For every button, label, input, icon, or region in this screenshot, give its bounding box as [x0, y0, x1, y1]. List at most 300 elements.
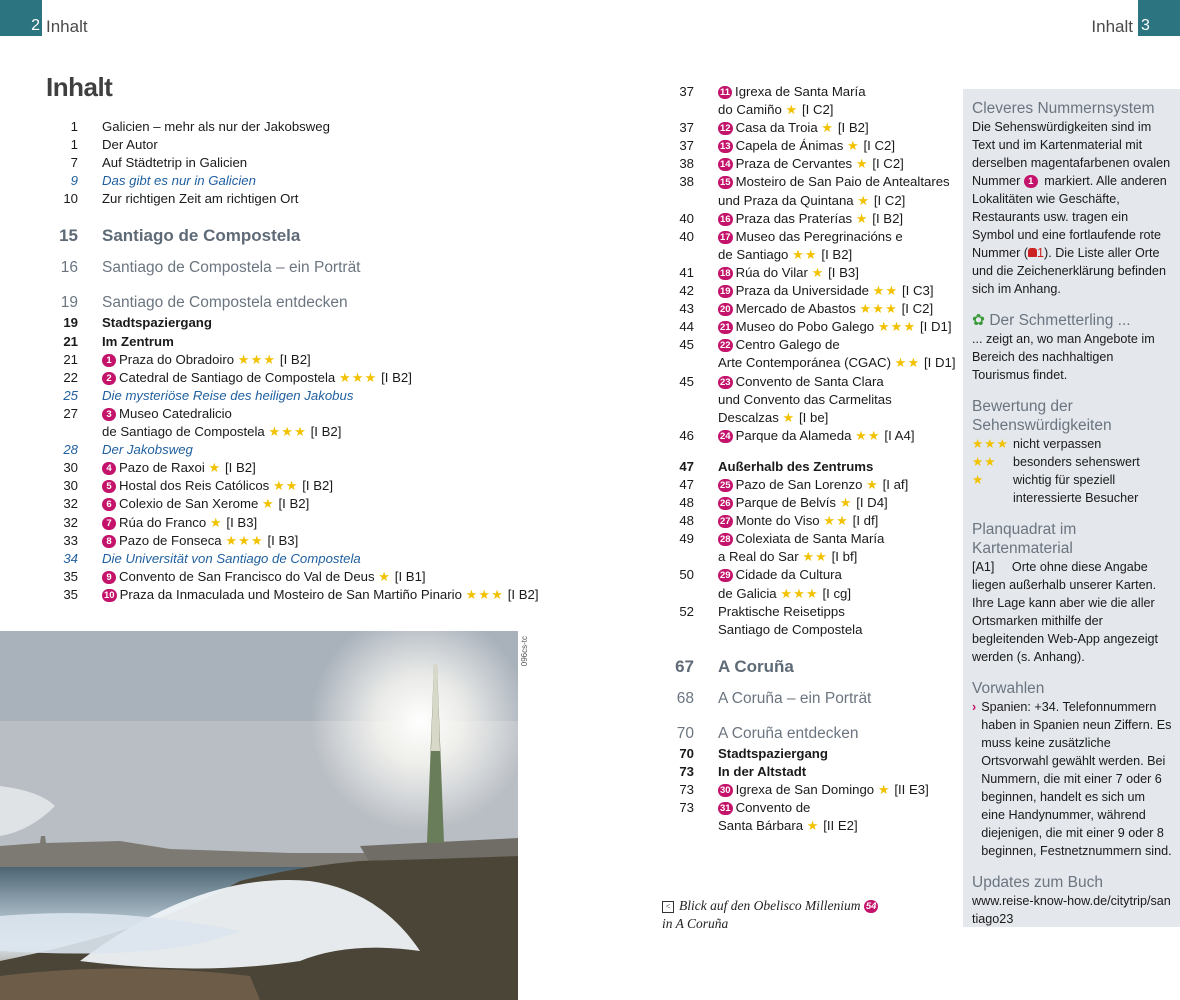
rating-row: [972, 435, 1172, 453]
star-rating-icons: ★: [839, 495, 853, 511]
grid-code: [A1]: [972, 560, 995, 574]
sight-number-badge: 18: [720, 267, 731, 279]
toc-entry[interactable]: [662, 745, 952, 763]
toc-page-number: 40: [679, 228, 694, 244]
toc-page-number: 1: [70, 119, 78, 134]
map-grid-reference: [II E3]: [894, 782, 929, 797]
map-grid-reference: [I D1]: [923, 355, 956, 371]
toc-page-number: 45: [679, 373, 694, 389]
sight-number-badge: 6: [102, 498, 116, 511]
toc-title-text: Santiago de Compostela: [102, 226, 301, 246]
toc-entry[interactable]: [46, 586, 546, 604]
toc-entry[interactable]: [662, 688, 952, 710]
toc-page-number: 50: [679, 567, 694, 583]
rating-legend: [972, 435, 1172, 507]
toc-entry[interactable]: [662, 228, 952, 264]
toc-page-number: 46: [679, 427, 694, 443]
sight-number-badge: 29: [720, 570, 731, 582]
star-rating-icons: ★: [208, 460, 222, 476]
butterfly-icon: ✿: [972, 312, 985, 329]
toc-page-number: 19: [60, 294, 78, 312]
toc-entry[interactable]: [662, 763, 952, 781]
toc-page-number: 9: [70, 173, 78, 189]
star-rating-icons: ★★: [792, 246, 818, 262]
toc-entry[interactable]: [46, 154, 546, 172]
toc-entry[interactable]: [662, 427, 952, 445]
toc-title-text: Rúa do Franco: [119, 514, 207, 530]
toc-page-number: 67: [675, 656, 694, 676]
grid-title: Planquadrat im Kartenmaterial: [972, 521, 1077, 557]
toc-title: [718, 763, 952, 781]
map-grid-reference: [I C2]: [801, 102, 834, 118]
map-grid-reference: [I B2]: [310, 424, 342, 440]
map-grid-reference: [I df]: [852, 513, 879, 529]
toc-entry[interactable]: [46, 550, 546, 568]
map-grid-reference: [I B1]: [394, 568, 426, 584]
toc-title-text: Praza do Obradoiro: [119, 351, 235, 367]
sight-number-badge: 1: [102, 354, 116, 367]
toc-title-continuation: de Galicia: [718, 585, 777, 601]
toc-entry[interactable]: [662, 494, 952, 512]
toc-title: [102, 441, 546, 459]
toc-page-number: 47: [679, 476, 694, 492]
star-rating-icons: ★: [261, 496, 275, 512]
spacer: [46, 279, 546, 292]
star-rating-icons: ★★★: [465, 586, 505, 602]
star-rating-icons: ★: [209, 514, 223, 530]
toc-title: [102, 495, 546, 513]
toc-page-number: 73: [679, 782, 694, 797]
rating-label: besonders sehenswert: [1013, 455, 1140, 469]
toc-entry[interactable]: [662, 300, 952, 318]
map-grid-reference: [I af]: [882, 476, 909, 492]
toc-title: [718, 512, 952, 530]
sight-number-badge: 28: [720, 534, 731, 546]
map-grid-reference: [I C2]: [863, 138, 896, 154]
toc-title: [102, 532, 546, 550]
map-grid-reference: [I B2]: [279, 351, 311, 367]
caption-line-1: Blick auf den Obelisco Millenium: [679, 898, 861, 913]
toc-entry[interactable]: [46, 477, 546, 495]
numbering-text: [972, 118, 1172, 298]
toc-page-number: 10: [63, 191, 78, 207]
toc-title-text: Parque da Alameda: [735, 427, 852, 443]
toc-title-text: Der Autor: [102, 137, 158, 153]
toc-page-number: 73: [679, 800, 694, 816]
toc-title: [102, 136, 546, 154]
toc-title-text: Santiago de Compostela – ein Porträt: [102, 259, 361, 277]
star-rating-icons: ★★★: [780, 585, 819, 601]
toc-title-text: Cidade da Cultura: [735, 567, 842, 583]
star-rating-icons: ★: [806, 818, 820, 834]
toc-title: [102, 387, 546, 405]
toc-entry[interactable]: [46, 568, 546, 586]
chevron-right-icon: ›: [972, 700, 977, 714]
numbering-text-3: ). Die Liste aller Orte und die Zeichenerklärung befinden sich im Anhang.: [972, 246, 1166, 296]
toc-title-text: Santiago de Compostela entdecken: [102, 294, 348, 312]
toc-title: [102, 292, 546, 314]
map-grid-reference: [I B2]: [507, 586, 539, 602]
star-rating-icons: ★: [877, 782, 891, 797]
numbering-title: Cleveres Nummernsystem: [972, 100, 1155, 117]
toc-entry[interactable]: [662, 137, 952, 155]
toc-title-text: Museo Catedralicio: [119, 405, 232, 421]
toc-page-number: 73: [679, 763, 694, 779]
toc-entry[interactable]: [662, 799, 952, 835]
toc-title: [718, 318, 952, 336]
toc-title-text: Colexio de San Xerome: [119, 496, 259, 512]
toc-title: [718, 781, 952, 799]
toc-title: [718, 530, 952, 566]
toc-entry[interactable]: [662, 603, 952, 639]
sight-number-badge: 5: [102, 480, 116, 493]
map-grid-reference: [I B3]: [226, 514, 258, 530]
toc-entry[interactable]: [662, 83, 952, 119]
page-title: Inhalt: [46, 72, 113, 102]
toc-title: [102, 586, 546, 604]
photo-illustration: [0, 631, 518, 1000]
toc-title-continuation: Santa Bárbara: [718, 818, 804, 834]
toc-page-number: 42: [679, 283, 694, 299]
toc-page-number: 38: [679, 174, 694, 190]
toc-entry[interactable]: [662, 173, 952, 209]
star-icons: ★: [972, 473, 985, 487]
toc-entry[interactable]: [46, 292, 546, 314]
foreground-rocks: [0, 969, 260, 1000]
toc-page-number: 44: [679, 319, 694, 335]
toc-page-number: 7: [70, 155, 78, 171]
sight-number-badge: 19: [720, 286, 731, 298]
butterfly-text: ... zeigt an, wo man Angebote im Bereich des nachhaltigen Tourismus findet.: [972, 332, 1155, 382]
spacer: [46, 208, 546, 224]
toc-entry[interactable]: [46, 459, 546, 477]
toc-title-text: Capela de Ánimas: [735, 138, 844, 154]
toc-title-text: Casa da Troia: [735, 120, 818, 136]
toc-entry[interactable]: [662, 655, 952, 679]
sight-number-badge: 16: [720, 213, 731, 225]
toc-page-number: 40: [679, 210, 694, 226]
toc-title: [718, 282, 952, 300]
sight-number-badge: 31: [720, 803, 731, 815]
star-rating-icons: ★: [785, 102, 799, 118]
star-rating-icons: ★: [847, 138, 860, 154]
toc-entry[interactable]: [662, 119, 952, 137]
toc-page-number: 16: [60, 259, 78, 277]
toc-title: [102, 314, 546, 332]
dialing-text: [972, 698, 1172, 860]
toc-title: [102, 369, 546, 387]
star-rating-icons: ★★★: [859, 301, 898, 317]
toc-page-number: 43: [679, 301, 694, 317]
star-icons: ★★★: [972, 437, 1009, 451]
toc-entry[interactable]: [46, 314, 546, 332]
toc-page-number: 68: [676, 689, 694, 707]
star-rating-icons: ★★★: [877, 319, 917, 335]
toc-entry[interactable]: [46, 351, 546, 369]
star-rating-icons: ★★: [872, 283, 899, 299]
toc-title-text: A Coruña: [718, 656, 794, 676]
toc-page-number: 19: [63, 315, 78, 331]
map-grid-reference: [I C3]: [902, 283, 934, 299]
info-sidebar: [963, 89, 1180, 927]
sight-number-badge: 17: [720, 231, 731, 243]
caption-line-2: in A Coruña: [662, 916, 729, 931]
rating-row: [972, 453, 1172, 471]
toc-title: [102, 172, 546, 190]
toc-title-text: Stadtspaziergang: [718, 745, 828, 761]
arrow-left-icon: <: [662, 901, 674, 913]
toc-title: [102, 550, 546, 568]
toc-entry[interactable]: [46, 532, 546, 550]
toc-entry[interactable]: [46, 514, 546, 532]
toc-page-number: 28: [63, 442, 78, 458]
toc-entry[interactable]: [46, 369, 546, 387]
toc-title-text: Die Universität von Santiago de Compostela: [102, 550, 361, 566]
toc-entry[interactable]: [46, 190, 546, 208]
toc-title-text: Auf Städtetrip in Galicien: [102, 155, 248, 171]
toc-entry[interactable]: [662, 512, 952, 530]
toc-title-text: Igrexa de San Domingo: [735, 782, 875, 797]
map-grid-reference: [I B2]: [302, 478, 334, 494]
photo-caption: [662, 897, 881, 933]
toc-page-number: 37: [679, 138, 694, 154]
toc-page-number: 21: [63, 351, 78, 367]
rating-row: [972, 471, 1172, 507]
toc-entry[interactable]: [662, 336, 956, 372]
toc-title: [102, 477, 546, 495]
rating-label: nicht verpassen: [1013, 437, 1102, 451]
toc-title: [102, 257, 546, 279]
toc-title-text: In der Altstadt: [718, 763, 807, 779]
toc-title-text: Convento de Santa Clara: [735, 373, 884, 389]
toc-title-text: Mosteiro de San Paio de Antealtares: [735, 174, 950, 190]
map-grid-reference: [I bf]: [831, 549, 858, 565]
sight-number-badge: 13: [720, 141, 731, 153]
dialing-title: Vorwahlen: [972, 680, 1045, 697]
toc-title-text: Der Jakobsweg: [102, 442, 193, 458]
toc-title: [718, 264, 952, 282]
map-grid-reference: [I D4]: [856, 495, 888, 511]
star-rating-icons: ★★: [894, 355, 921, 371]
toc-title: [718, 119, 952, 137]
toc-title: [718, 494, 952, 512]
shopping-bag-icon: [1028, 248, 1037, 257]
sight-number-badge: 12: [720, 123, 731, 135]
star-rating-icons: ★★★: [268, 424, 307, 440]
toc-entry[interactable]: [46, 405, 546, 441]
toc-entry[interactable]: [46, 333, 546, 351]
toc-entry[interactable]: [662, 282, 952, 300]
toc-title-continuation: und Praza da Quintana: [718, 192, 854, 208]
toc-column-right: [662, 83, 956, 835]
star-rating-icons: ★★★: [225, 532, 264, 548]
rating-title: Bewertung der Sehenswürdigkeiten: [972, 398, 1112, 434]
toc-title-continuation: de Santiago de Compostela: [102, 424, 265, 440]
toc-page-number: 30: [63, 460, 78, 476]
toc-entry[interactable]: [46, 387, 546, 405]
grid-text: [972, 558, 1172, 666]
toc-title-text: Galicien – mehr als nur der Jakobsweg: [102, 119, 330, 134]
toc-entry[interactable]: [46, 172, 546, 190]
toc-entry[interactable]: [662, 458, 952, 476]
toc-entry[interactable]: [662, 264, 952, 282]
toc-title: [718, 566, 952, 602]
toc-title: [102, 333, 546, 351]
star-rating-icons: ★: [782, 409, 796, 425]
toc-entry[interactable]: [662, 155, 952, 173]
toc-title: [102, 118, 546, 136]
toc-page-number: 49: [679, 531, 694, 547]
toc-title-text: Convento de: [735, 800, 811, 816]
spacer: [46, 248, 546, 257]
star-rating-icons: ★: [866, 476, 879, 492]
toc-title-continuation: do Camiño: [718, 102, 782, 118]
toc-title-text: Praktische Reisetipps: [718, 603, 845, 619]
running-header-left: Inhalt: [46, 17, 88, 36]
toc-title-text: Pazo de Raxoi: [119, 460, 205, 476]
sight-number-badge: 27: [720, 516, 731, 528]
toc-title-continuation: und Convento das Carmelitas: [718, 391, 892, 407]
toc-title-text: Praza de Cervantes: [735, 156, 853, 172]
toc-entry[interactable]: [662, 566, 952, 602]
toc-entry[interactable]: [46, 441, 546, 459]
sight-number-badge: 24: [720, 430, 731, 442]
butterfly-title: [972, 311, 1172, 330]
toc-title: [102, 514, 546, 532]
toc-title-continuation: Santiago de Compostela: [718, 621, 863, 637]
star-rating-icons: ★★★: [338, 369, 378, 385]
map-grid-reference: [I cg]: [822, 585, 852, 601]
toc-title-text: Im Zentrum: [102, 333, 174, 349]
toc-title: [718, 300, 952, 318]
star-rating-icons: ★★: [272, 478, 299, 494]
sight-number-badge: 3: [102, 408, 116, 421]
sight-number-badge: 2: [102, 372, 116, 385]
updates-link[interactable]: www.reise-know-how.de/citytrip/santiago23: [972, 894, 1171, 926]
toc-entry[interactable]: [662, 530, 952, 566]
toc-title-text: Das gibt es nur in Galicien: [102, 173, 256, 189]
toc-title-text: Parque de Belvís: [735, 495, 837, 511]
toc-title-text: Die mysteriöse Reise des heiligen Jakobus: [102, 387, 354, 403]
sight-number-badge: 8: [102, 535, 116, 548]
map-grid-reference: [I B2]: [278, 496, 310, 512]
toc-title-continuation: Descalzas: [718, 409, 779, 425]
sight-number-badge: 9: [102, 571, 116, 584]
star-rating-icons: ★: [821, 120, 835, 136]
toc-entry[interactable]: [662, 210, 952, 228]
toc-title-text: Catedral de Santiago de Compostela: [119, 369, 336, 385]
toc-page-number: 32: [63, 496, 78, 512]
page-number-left: 2: [31, 17, 40, 34]
star-rating-icons: ★: [811, 264, 825, 280]
sight-number-badge: 7: [102, 517, 116, 530]
toc-title-continuation: Arte Contemporánea (CGAC): [718, 355, 891, 371]
toc-title-text: Igrexa de Santa María: [735, 84, 866, 99]
toc-title: [718, 458, 952, 476]
spacer: [662, 679, 952, 688]
map-grid-reference: [I D1]: [919, 319, 952, 335]
toc-page-number: 1: [70, 137, 78, 153]
toc-entry[interactable]: [46, 136, 546, 154]
numbering-text-2: markiert. Alle anderen Lokalitäten wie Geschäfte, Restaurants usw. tragen ein Symbol und eine fortlaufende rote Nummer (: [972, 174, 1167, 260]
toc-page-number: 70: [679, 745, 694, 761]
toc-entry[interactable]: [662, 318, 952, 336]
sight-number-badge: 15: [720, 177, 731, 189]
sight-number-badge: 20: [720, 304, 731, 316]
page-number-tab-left: [0, 0, 42, 36]
toc-title-text: Außerhalb des Zentrums: [718, 458, 874, 474]
toc-title: [718, 723, 952, 745]
caption-badge: 54: [865, 901, 877, 912]
toc-entry[interactable]: [46, 257, 546, 279]
sight-number-badge: 25: [720, 479, 731, 491]
toc-title: [718, 336, 956, 372]
toc-page-number: 35: [63, 586, 78, 602]
toc-title-text: Praza das Praterías: [735, 210, 853, 226]
toc-entry[interactable]: [662, 723, 952, 745]
toc-title: [718, 155, 952, 173]
toc-title: [102, 459, 546, 477]
toc-title: [718, 745, 952, 763]
star-icons: ★★: [972, 455, 997, 469]
toc-page-number: 38: [679, 156, 694, 172]
red-number: 1: [1036, 246, 1044, 260]
toc-title: [718, 210, 952, 228]
toc-title-text: Praza da Universidade: [735, 283, 869, 299]
sight-number-badge: 23: [720, 376, 731, 388]
toc-title: [718, 688, 952, 710]
toc-entry[interactable]: [46, 495, 546, 513]
toc-entry[interactable]: [46, 118, 546, 136]
star-rating-icons: ★: [855, 210, 869, 226]
toc-entry[interactable]: [46, 224, 546, 248]
spacer: [662, 445, 952, 458]
toc-title: [718, 603, 952, 639]
map-grid-reference: [I B2]: [837, 120, 869, 136]
toc-title: [102, 568, 546, 586]
toc-title-text: A Coruña entdecken: [718, 724, 859, 742]
toc-page-number: 48: [679, 513, 694, 529]
toc-title: [718, 655, 952, 679]
toc-title-text: Centro Galego de: [735, 337, 840, 353]
sight-number-badge: 4: [102, 462, 116, 475]
toc-title: [718, 476, 952, 494]
toc-title-text: A Coruña – ein Porträt: [718, 689, 872, 707]
toc-title: [102, 351, 546, 369]
obelisco-photo: [0, 631, 518, 1000]
sight-number-badge: 10: [104, 589, 115, 601]
toc-entry[interactable]: [662, 373, 952, 427]
toc-page-number: 52: [679, 603, 694, 619]
star-rating-icons: ★★: [802, 549, 828, 565]
toc-title-text: Pazo de San Lorenzo: [735, 476, 863, 492]
toc-title-text: Museo das Peregrinacións e: [735, 228, 903, 244]
toc-page-number: 27: [63, 405, 78, 421]
dialing-info: Spanien: +34. Telefonnummern haben in Spanien neun Ziffern. Es muss keine zusätzliche Ortsvorwahl gewählt werden. Bei Nummern, die mit einer 7 oder 6 beginnen, handelt es sich um eine Handynummer, während diejenigen, die mit einer 9 oder 8 beginnen, Festnetznummern sind.: [981, 700, 1172, 858]
map-grid-reference: [I B2]: [224, 460, 256, 476]
toc-page-number: 45: [679, 337, 694, 353]
toc-title: [102, 405, 546, 441]
toc-entry[interactable]: [662, 476, 952, 494]
toc-title: [102, 154, 546, 172]
sight-number-badge: 26: [720, 498, 731, 510]
toc-page-number: 30: [63, 478, 78, 494]
star-rating-icons: ★: [378, 568, 392, 584]
toc-title-text: Museo do Pobo Galego: [735, 319, 875, 335]
running-header-right: Inhalt: [1091, 17, 1133, 36]
toc-entry[interactable]: [662, 781, 952, 799]
toc-title: [718, 799, 952, 835]
